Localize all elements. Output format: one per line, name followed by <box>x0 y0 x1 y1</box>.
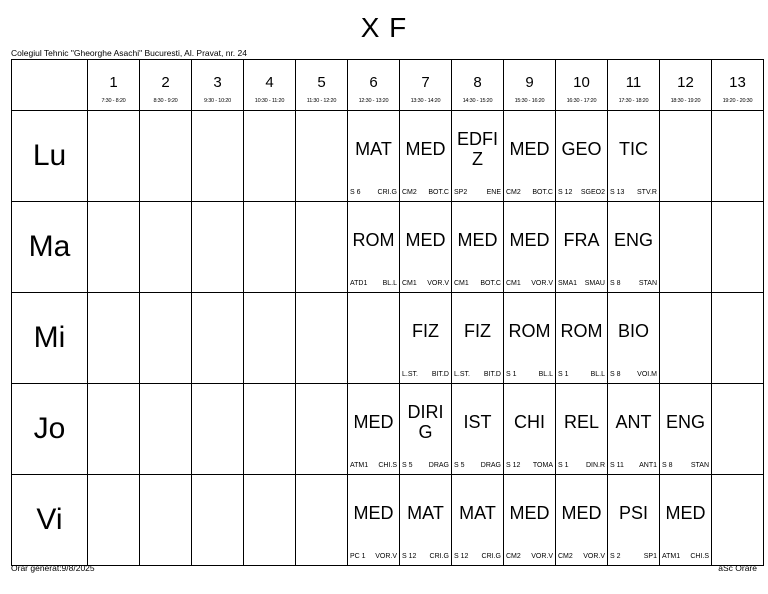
lesson-teacher: VOI.M <box>637 371 657 378</box>
lesson-teacher: VOR.V <box>531 553 553 560</box>
period-number: 4 <box>265 74 274 91</box>
lesson-cell <box>88 475 140 566</box>
lesson-info <box>506 189 553 197</box>
lesson-subject-box <box>556 384 607 460</box>
lesson-cell <box>712 202 764 293</box>
lesson-cell <box>608 384 660 475</box>
generated-date: Orar generat:9/8/2025 <box>11 563 95 573</box>
lesson-cell <box>660 111 712 202</box>
lesson-cell <box>504 202 556 293</box>
period-number: 13 <box>729 74 746 91</box>
lesson-cell <box>244 293 296 384</box>
lesson-subject: CHI <box>514 412 545 432</box>
lesson-room: CM2 <box>402 189 417 196</box>
lesson-cell <box>452 293 504 384</box>
lesson-teacher: TOMA <box>532 462 553 469</box>
lesson-teacher: STV.R <box>637 189 657 196</box>
lesson-cell <box>608 111 660 202</box>
lesson-teacher: BL.L <box>382 280 397 287</box>
lesson-subject: FRA <box>563 230 600 250</box>
lesson-teacher: BOT.C <box>480 280 501 287</box>
lesson-cell <box>712 293 764 384</box>
lesson-info <box>610 553 657 561</box>
lesson-info <box>662 553 709 561</box>
period-number: 7 <box>421 74 430 91</box>
period-time: 10:30 - 11:20 <box>254 98 285 104</box>
lesson-subject-box <box>504 202 555 278</box>
lesson-info <box>506 371 553 379</box>
period-time: 11:30 - 12:20 <box>306 98 337 104</box>
period-header <box>556 60 608 111</box>
lesson-info <box>610 189 657 197</box>
period-header <box>608 60 660 111</box>
lesson-subject-box <box>400 202 451 278</box>
period-time: 9:30 - 10:20 <box>204 98 231 104</box>
period-header <box>400 60 452 111</box>
day-label: Vi <box>12 475 88 566</box>
lesson-subject: MED <box>353 412 394 432</box>
lesson-info <box>402 462 449 470</box>
lesson-room: S 12 <box>454 553 469 560</box>
lesson-teacher: BL.L <box>590 371 605 378</box>
lesson-subject: ROM <box>508 321 551 341</box>
lesson-room: L.ST. <box>454 371 470 378</box>
lesson-subject: IST <box>463 412 492 432</box>
lesson-subject: MAT <box>355 139 392 159</box>
lesson-cell <box>348 202 400 293</box>
lesson-teacher: BL.L <box>538 371 553 378</box>
lesson-subject-box <box>608 475 659 551</box>
lesson-subject-box <box>608 111 659 187</box>
lesson-subject-box <box>452 293 503 369</box>
day-row <box>12 202 764 293</box>
lesson-cell <box>244 111 296 202</box>
lesson-cell <box>140 384 192 475</box>
lesson-room: CM2 <box>558 553 573 560</box>
lesson-subject-box <box>556 475 607 551</box>
lesson-info <box>350 189 397 197</box>
lesson-teacher: CRI.G <box>481 553 501 560</box>
lesson-teacher: CHI.S <box>378 462 397 469</box>
lesson-info <box>506 553 553 561</box>
lesson-subject-box <box>504 384 555 460</box>
lesson-subject-box <box>400 111 451 187</box>
period-number: 3 <box>213 74 222 91</box>
lesson-subject-box <box>400 384 451 460</box>
lesson-subject-box <box>348 111 399 187</box>
lesson-subject: GEO <box>561 139 602 159</box>
lesson-subject: MED <box>509 503 550 523</box>
lesson-teacher: BOT.C <box>532 189 553 196</box>
lesson-cell <box>400 293 452 384</box>
lesson-cell <box>556 293 608 384</box>
period-header <box>140 60 192 111</box>
period-number: 11 <box>625 74 642 91</box>
lesson-subject-box <box>452 202 503 278</box>
period-header <box>348 60 400 111</box>
lesson-cell <box>296 384 348 475</box>
lesson-info <box>558 189 605 197</box>
lesson-info <box>506 462 553 470</box>
lesson-cell <box>244 475 296 566</box>
lesson-cell <box>348 475 400 566</box>
lesson-subject: FIZ <box>464 321 491 341</box>
lesson-cell <box>192 384 244 475</box>
lesson-info <box>558 371 605 379</box>
period-number: 8 <box>473 74 482 91</box>
lesson-subject-box <box>608 293 659 369</box>
lesson-room: SMA1 <box>558 280 578 287</box>
lesson-room: S 11 <box>610 462 624 469</box>
lesson-teacher: CRI.G <box>429 553 449 560</box>
period-time: 15:30 - 16:20 <box>514 98 545 104</box>
lesson-info <box>454 462 501 470</box>
lesson-cell <box>608 475 660 566</box>
lesson-subject-box <box>452 111 503 187</box>
lesson-cell <box>712 384 764 475</box>
day-row <box>12 475 764 566</box>
lesson-cell <box>244 202 296 293</box>
lesson-subject: ENG <box>613 230 653 250</box>
lesson-info <box>402 189 449 197</box>
lesson-subject: MED <box>353 503 394 523</box>
lesson-room: S 12 <box>558 189 573 196</box>
period-time: 16:30 - 17:20 <box>566 98 597 104</box>
lesson-subject-box <box>452 384 503 460</box>
lesson-cell <box>140 293 192 384</box>
lesson-subject: MED <box>405 139 446 159</box>
lesson-teacher: DRAG <box>480 462 501 469</box>
lesson-subject: FIZ <box>412 321 439 341</box>
lesson-teacher: STAN <box>638 280 657 287</box>
lesson-cell <box>504 111 556 202</box>
period-header <box>660 60 712 111</box>
lesson-subject: ANT <box>615 412 652 432</box>
period-header <box>88 60 140 111</box>
period-number: 2 <box>161 74 170 91</box>
lesson-cell <box>192 111 244 202</box>
day-label: Lu <box>12 111 88 202</box>
lesson-subject-box <box>660 384 711 460</box>
day-row <box>12 384 764 475</box>
lesson-subject-box <box>504 293 555 369</box>
period-time: 19:20 - 20:30 <box>722 98 753 104</box>
period-header <box>452 60 504 111</box>
lesson-subject-box <box>452 475 503 551</box>
period-number: 6 <box>369 74 378 91</box>
period-time: 14:30 - 15:20 <box>462 98 493 104</box>
lesson-subject-box <box>556 293 607 369</box>
lesson-room: PC 1 <box>350 553 366 560</box>
lesson-info <box>610 371 657 379</box>
lesson-subject: MAT <box>407 503 444 523</box>
lesson-info <box>558 462 605 470</box>
lesson-subject: MED <box>509 230 550 250</box>
period-header <box>712 60 764 111</box>
lesson-room: S 13 <box>610 189 625 196</box>
lesson-room: S 1 <box>558 462 569 469</box>
lesson-room: CM2 <box>506 189 521 196</box>
lesson-cell <box>452 111 504 202</box>
period-header <box>296 60 348 111</box>
lesson-room: ATD1 <box>350 280 368 287</box>
lesson-info <box>610 462 657 470</box>
page-title: X F <box>360 12 408 43</box>
lesson-room: S 6 <box>350 189 361 196</box>
period-time: 12:30 - 13:20 <box>358 98 389 104</box>
lesson-cell <box>140 111 192 202</box>
lesson-info <box>350 280 397 288</box>
lesson-subject-box <box>400 293 451 369</box>
lesson-cell <box>660 384 712 475</box>
lesson-subject: REL <box>563 412 599 432</box>
lesson-teacher: STAN <box>690 462 709 469</box>
corner-cell <box>12 60 88 111</box>
lesson-cell <box>556 384 608 475</box>
lesson-subject-box <box>608 202 659 278</box>
timetable <box>11 59 764 566</box>
lesson-subject: MED <box>457 230 498 250</box>
lesson-teacher: VOR.V <box>375 553 397 560</box>
lesson-teacher: BIT.D <box>431 371 449 378</box>
lesson-cell <box>348 293 400 384</box>
lesson-room: L.ST. <box>402 371 418 378</box>
lesson-room: CM1 <box>402 280 417 287</box>
lesson-info <box>454 371 501 379</box>
lesson-cell <box>192 293 244 384</box>
lesson-cell <box>660 293 712 384</box>
lesson-cell <box>88 111 140 202</box>
lesson-cell <box>556 475 608 566</box>
lesson-cell <box>608 293 660 384</box>
lesson-teacher: BIT.D <box>483 371 501 378</box>
lesson-cell <box>452 384 504 475</box>
school-name: Colegiul Tehnic "Gheorghe Asachi" Bucuresti, Al. Pravat, nr. 24 <box>11 48 247 58</box>
period-number: 12 <box>677 74 694 91</box>
lesson-subject-box <box>348 202 399 278</box>
lesson-info <box>506 280 553 288</box>
lesson-room: S 5 <box>454 462 465 469</box>
lesson-info <box>350 462 397 470</box>
lesson-subject-box <box>660 475 711 551</box>
lesson-teacher: SGEO2 <box>580 189 605 196</box>
lesson-subject-box <box>608 384 659 460</box>
lesson-subject: PSI <box>618 503 648 523</box>
lesson-cell <box>348 111 400 202</box>
lesson-room: S 8 <box>662 462 673 469</box>
lesson-cell <box>556 202 608 293</box>
lesson-info <box>662 462 709 470</box>
lesson-cell <box>400 202 452 293</box>
day-row <box>12 111 764 202</box>
lesson-room: S 1 <box>506 371 517 378</box>
lesson-cell <box>712 475 764 566</box>
lesson-cell <box>140 475 192 566</box>
lesson-info <box>454 189 501 197</box>
lesson-teacher: VOR.V <box>531 280 553 287</box>
lesson-subject: MED <box>405 230 446 250</box>
lesson-cell <box>296 111 348 202</box>
lesson-info <box>454 553 501 561</box>
lesson-subject: MED <box>509 139 550 159</box>
period-number: 10 <box>573 74 590 91</box>
lesson-subject: EDFIZ <box>456 129 498 169</box>
period-time: 17:30 - 18:20 <box>618 98 649 104</box>
lesson-cell <box>296 475 348 566</box>
lesson-info <box>610 280 657 288</box>
lesson-cell <box>504 475 556 566</box>
lesson-room: S 8 <box>610 371 621 378</box>
lesson-info <box>402 553 449 561</box>
day-label: Ma <box>12 202 88 293</box>
period-header <box>244 60 296 111</box>
lesson-cell <box>400 475 452 566</box>
lesson-cell <box>348 384 400 475</box>
lesson-subject: ROM <box>352 230 395 250</box>
lesson-room: SP2 <box>454 189 468 196</box>
lesson-info <box>402 371 449 379</box>
lesson-cell <box>192 202 244 293</box>
lesson-room: S 5 <box>402 462 413 469</box>
day-row <box>12 293 764 384</box>
lesson-subject: MED <box>561 503 602 523</box>
lesson-cell <box>192 475 244 566</box>
lesson-room: ATM1 <box>350 462 369 469</box>
lesson-cell <box>88 293 140 384</box>
lesson-cell <box>608 202 660 293</box>
lesson-teacher: CRI.G <box>377 189 397 196</box>
lesson-cell <box>244 384 296 475</box>
lesson-teacher: CHI.S <box>690 553 709 560</box>
lesson-room: CM1 <box>454 280 469 287</box>
period-time: 13:30 - 14:20 <box>410 98 441 104</box>
period-number: 9 <box>525 74 534 91</box>
lesson-subject: MAT <box>459 503 496 523</box>
lesson-cell <box>296 202 348 293</box>
lesson-room: CM2 <box>506 553 521 560</box>
lesson-subject-box <box>400 475 451 551</box>
period-time: 8:30 - 9:20 <box>153 98 178 104</box>
lesson-teacher: BOT.C <box>428 189 449 196</box>
lesson-room: CM1 <box>506 280 521 287</box>
period-time: 7:30 - 8:20 <box>101 98 126 104</box>
lesson-info <box>558 553 605 561</box>
lesson-cell <box>504 384 556 475</box>
period-time: 18:30 - 19:20 <box>670 98 701 104</box>
lesson-subject-box <box>556 111 607 187</box>
lesson-subject-box <box>556 202 607 278</box>
lesson-teacher: VOR.V <box>583 553 605 560</box>
lesson-teacher: DIN.R <box>585 462 605 469</box>
lesson-subject: ENG <box>665 412 705 432</box>
lesson-teacher: VOR.V <box>427 280 449 287</box>
lesson-cell <box>452 475 504 566</box>
lesson-subject: BIO <box>617 321 649 341</box>
lesson-subject-box <box>504 475 555 551</box>
lesson-subject: ROM <box>560 321 603 341</box>
lesson-room: ATM1 <box>662 553 681 560</box>
day-label: Jo <box>12 384 88 475</box>
lesson-subject: DIRIG <box>407 402 444 442</box>
period-number: 5 <box>317 74 326 91</box>
lesson-teacher: SP1 <box>643 553 657 560</box>
lesson-cell <box>400 111 452 202</box>
period-number: 1 <box>109 74 118 91</box>
lesson-info <box>402 280 449 288</box>
lesson-cell <box>504 293 556 384</box>
lesson-subject-box <box>348 475 399 551</box>
lesson-subject: MED <box>665 503 706 523</box>
lesson-cell <box>296 293 348 384</box>
lesson-subject: TIC <box>619 139 648 159</box>
lesson-cell <box>556 111 608 202</box>
period-header <box>504 60 556 111</box>
lesson-cell <box>452 202 504 293</box>
lesson-info <box>454 280 501 288</box>
lesson-teacher: ENE <box>486 189 501 196</box>
lesson-room: S 12 <box>506 462 521 469</box>
lesson-cell <box>660 202 712 293</box>
lesson-cell <box>88 202 140 293</box>
lesson-room: S 8 <box>610 280 621 287</box>
lesson-cell <box>140 202 192 293</box>
lesson-info <box>350 553 397 561</box>
brand-label: aSc Orare <box>718 563 757 573</box>
lesson-cell <box>660 475 712 566</box>
lesson-cell <box>400 384 452 475</box>
period-header-row <box>12 60 764 111</box>
lesson-room: S 2 <box>610 553 621 560</box>
lesson-teacher: DRAG <box>428 462 449 469</box>
lesson-info <box>558 280 605 288</box>
lesson-teacher: ANT1 <box>639 462 657 469</box>
lesson-cell <box>88 384 140 475</box>
period-header <box>192 60 244 111</box>
lesson-subject-box <box>504 111 555 187</box>
lesson-teacher: SMAU <box>584 280 605 287</box>
lesson-room: S 12 <box>402 553 417 560</box>
lesson-room: S 1 <box>558 371 569 378</box>
lesson-cell <box>712 111 764 202</box>
day-label: Mi <box>12 293 88 384</box>
lesson-subject-box <box>348 384 399 460</box>
